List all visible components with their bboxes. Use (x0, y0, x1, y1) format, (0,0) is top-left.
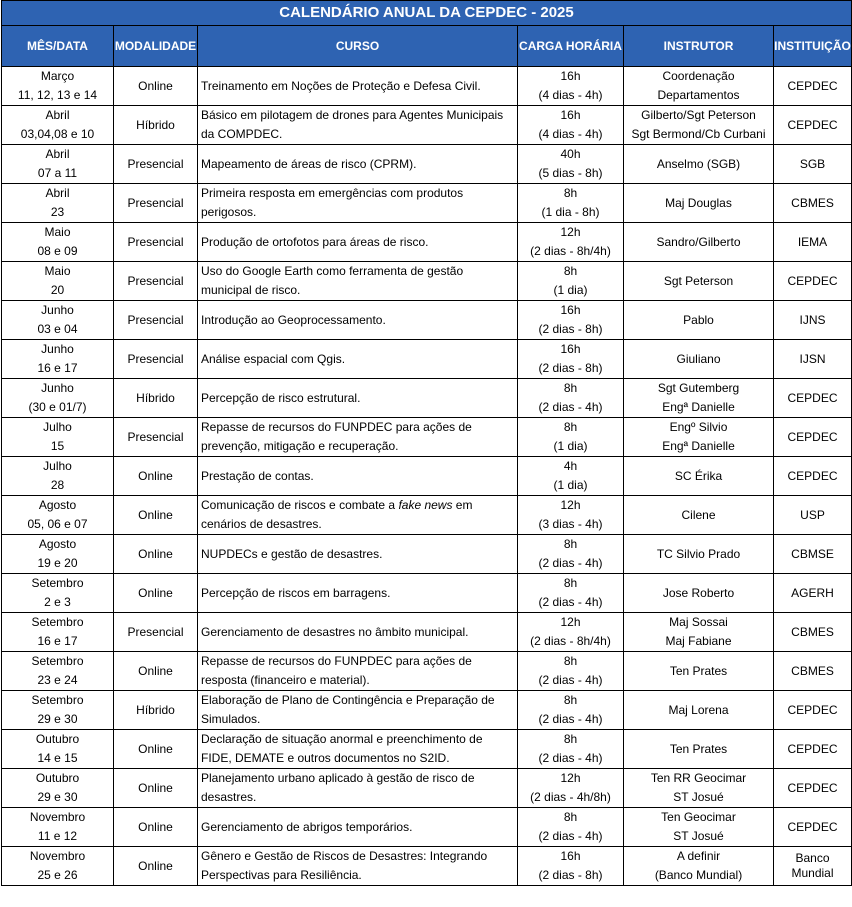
course-text-emphasis: fake news (398, 498, 453, 512)
date-cell: 29 e 30 (2, 710, 114, 730)
institution-cell: CEPDEC (774, 808, 852, 847)
course-cell: Percepção de risco estrutural. (198, 379, 518, 418)
hours-detail-cell: (2 dias - 4h) (518, 749, 624, 769)
course-cell: Repasse de recursos do FUNPDEC para ações de prevenção, mitigação e recuperação. (198, 418, 518, 457)
course-cell: Declaração de situação anormal e preenchimento de FIDE, DEMATE e outros documentos no S2ID. (198, 730, 518, 769)
hours-cell: 4h (518, 457, 624, 477)
instructor-cell: Ten Prates (624, 730, 774, 769)
hours-detail-cell: (5 dias - 8h) (518, 164, 624, 184)
institution-cell: CBMSE (774, 535, 852, 574)
month-cell: Julho (2, 457, 114, 477)
instructor-cell: Maj Fabiane (624, 632, 774, 652)
hours-cell: 16h (518, 847, 624, 867)
institution-cell: CEPDEC (774, 67, 852, 106)
course-cell: Uso do Google Earth como ferramenta de gestão municipal de risco. (198, 262, 518, 301)
hours-cell: 8h (518, 418, 624, 438)
date-cell: 03 e 04 (2, 320, 114, 340)
date-cell: 11, 12, 13 e 14 (2, 86, 114, 106)
month-cell: Junho (2, 379, 114, 399)
table-row (2, 730, 852, 750)
institution-cell: CEPDEC (774, 730, 852, 769)
date-cell: 16 e 17 (2, 632, 114, 652)
header-instrutor: INSTRUTOR (624, 26, 774, 67)
modality-cell: Online (114, 67, 198, 106)
hours-detail-cell: (2 dias - 8h) (518, 320, 624, 340)
course-cell: Produção de ortofotos para áreas de risco. (198, 223, 518, 262)
hours-cell: 8h (518, 730, 624, 750)
table-row (2, 496, 852, 516)
hours-detail-cell: (2 dias - 4h) (518, 554, 624, 574)
instructor-cell: Giuliano (624, 340, 774, 379)
institution-cell: USP (774, 496, 852, 535)
hours-detail-cell: (1 dia - 8h) (518, 203, 624, 223)
institution-cell: CBMES (774, 184, 852, 223)
date-cell: 11 e 12 (2, 827, 114, 847)
instructor-cell: Cilene (624, 496, 774, 535)
table-row (2, 652, 852, 672)
date-cell: 08 e 09 (2, 242, 114, 262)
header-carga-horaria: CARGA HORÁRIA (518, 26, 624, 67)
institution-cell: CBMES (774, 613, 852, 652)
month-cell: Setembro (2, 574, 114, 594)
hours-detail-cell: (1 dia) (518, 281, 624, 301)
date-cell: 14 e 15 (2, 749, 114, 769)
course-cell: Gerenciamento de abrigos temporários. (198, 808, 518, 847)
instructor-cell: Maj Douglas (624, 184, 774, 223)
instructor-cell: Sandro/Gilberto (624, 223, 774, 262)
course-cell: Elaboração de Plano de Contingência e Preparação de Simulados. (198, 691, 518, 730)
month-cell: Outubro (2, 730, 114, 750)
date-cell: 29 e 30 (2, 788, 114, 808)
month-cell: Junho (2, 301, 114, 321)
course-cell: Análise espacial com Qgis. (198, 340, 518, 379)
hours-detail-cell: (2 dias - 4h) (518, 671, 624, 691)
month-cell: Agosto (2, 535, 114, 555)
calendar-body (2, 67, 852, 886)
instructor-cell: Ten Prates (624, 652, 774, 691)
hours-cell: 12h (518, 223, 624, 243)
institution-cell: CBMES (774, 652, 852, 691)
institution-cell: CEPDEC (774, 691, 852, 730)
month-cell: Novembro (2, 847, 114, 867)
instructor-cell: TC Silvio Prado (624, 535, 774, 574)
course-cell: Percepção de riscos em barragens. (198, 574, 518, 613)
course-cell (198, 496, 518, 535)
table-row (2, 223, 852, 243)
course-text: Comunicação de riscos e combate a (201, 498, 399, 512)
institution-cell: IJSN (774, 340, 852, 379)
modality-cell: Presencial (114, 184, 198, 223)
hours-detail-cell: (2 dias - 4h) (518, 827, 624, 847)
hours-detail-cell: (4 dias - 4h) (518, 86, 624, 106)
date-cell: 19 e 20 (2, 554, 114, 574)
table-row (2, 301, 852, 321)
date-cell: (30 e 01/7) (2, 398, 114, 418)
instructor-cell: Sgt Gutemberg (624, 379, 774, 399)
instructor-cell: Maj Sossai (624, 613, 774, 633)
instructor-cell: Gilberto/Sgt Peterson (624, 106, 774, 126)
month-cell: Agosto (2, 496, 114, 516)
month-cell: Abril (2, 145, 114, 165)
modality-cell: Online (114, 808, 198, 847)
hours-cell: 12h (518, 613, 624, 633)
modality-cell: Online (114, 652, 198, 691)
date-cell: 20 (2, 281, 114, 301)
instructor-cell: Coordenação (624, 67, 774, 87)
table-row (2, 145, 852, 165)
header-modalidade: MODALIDADE (114, 26, 198, 67)
hours-detail-cell: (2 dias - 4h/8h) (518, 788, 624, 808)
institution-cell: CEPDEC (774, 457, 852, 496)
course-cell: Prestação de contas. (198, 457, 518, 496)
modality-cell: Híbrido (114, 379, 198, 418)
hours-detail-cell: (1 dia) (518, 476, 624, 496)
instructor-cell: Anselmo (SGB) (624, 145, 774, 184)
table-row (2, 808, 852, 828)
course-cell: Treinamento em Noções de Proteção e Defesa Civil. (198, 67, 518, 106)
modality-cell: Online (114, 535, 198, 574)
modality-cell: Online (114, 574, 198, 613)
table-row (2, 340, 852, 360)
hours-cell: 8h (518, 262, 624, 282)
instructor-cell: ST Josué (624, 788, 774, 808)
month-cell: Junho (2, 340, 114, 360)
hours-cell: 16h (518, 340, 624, 360)
instructor-cell: Engª Danielle (624, 437, 774, 457)
course-cell: Gerenciamento de desastres no âmbito municipal. (198, 613, 518, 652)
month-cell: Abril (2, 106, 114, 126)
institution-line: Mundial (791, 866, 834, 880)
month-cell: Novembro (2, 808, 114, 828)
calendar-table (1, 0, 852, 886)
table-row (2, 184, 852, 204)
institution-cell: IEMA (774, 223, 852, 262)
hours-detail-cell: (2 dias - 8h) (518, 866, 624, 886)
hours-cell: 8h (518, 808, 624, 828)
hours-detail-cell: (2 dias - 8h/4h) (518, 632, 624, 652)
table-row (2, 106, 852, 126)
institution-cell (774, 847, 852, 886)
date-cell: 05, 06 e 07 (2, 515, 114, 535)
instructor-cell: (Banco Mundial) (624, 866, 774, 886)
modality-cell: Online (114, 457, 198, 496)
header-mes-data: MÊS/DATA (2, 26, 114, 67)
course-cell: Introdução ao Geoprocessamento. (198, 301, 518, 340)
table-row (2, 574, 852, 594)
instructor-cell: Maj Lorena (624, 691, 774, 730)
instructor-cell: SC Érika (624, 457, 774, 496)
instructor-cell: Engº Silvio (624, 418, 774, 438)
hours-cell: 8h (518, 691, 624, 711)
modality-cell: Online (114, 769, 198, 808)
header-instituicao: INSTITUIÇÃO (774, 26, 852, 67)
date-cell: 2 e 3 (2, 593, 114, 613)
month-cell: Maio (2, 262, 114, 282)
instructor-cell: Ten Geocimar (624, 808, 774, 828)
modality-cell: Presencial (114, 262, 198, 301)
hours-cell: 8h (518, 652, 624, 672)
modality-cell: Online (114, 730, 198, 769)
month-cell: Setembro (2, 652, 114, 672)
date-cell: 28 (2, 476, 114, 496)
instructor-cell: Sgt Peterson (624, 262, 774, 301)
month-cell: Setembro (2, 691, 114, 711)
date-cell: 03,04,08 e 10 (2, 125, 114, 145)
modality-cell: Híbrido (114, 691, 198, 730)
month-cell: Abril (2, 184, 114, 204)
instructor-cell: Engª Danielle (624, 398, 774, 418)
month-cell: Setembro (2, 613, 114, 633)
hours-detail-cell: (2 dias - 8h/4h) (518, 242, 624, 262)
month-cell: Julho (2, 418, 114, 438)
table-row (2, 418, 852, 438)
date-cell: 23 (2, 203, 114, 223)
date-cell: 16 e 17 (2, 359, 114, 379)
institution-cell: CEPDEC (774, 262, 852, 301)
hours-cell: 40h (518, 145, 624, 165)
month-cell: Março (2, 67, 114, 87)
hours-detail-cell: (2 dias - 4h) (518, 710, 624, 730)
page-title: CALENDÁRIO ANUAL DA CEPDEC - 2025 (2, 1, 852, 26)
month-cell: Maio (2, 223, 114, 243)
table-row (2, 379, 852, 399)
institution-cell: SGB (774, 145, 852, 184)
table-row (2, 457, 852, 477)
table-row (2, 691, 852, 711)
table-row (2, 67, 852, 87)
institution-cell: AGERH (774, 574, 852, 613)
instructor-cell: Ten RR Geocimar (624, 769, 774, 789)
modality-cell: Presencial (114, 301, 198, 340)
course-cell: Mapeamento de áreas de risco (CPRM). (198, 145, 518, 184)
modality-cell: Presencial (114, 340, 198, 379)
hours-cell: 12h (518, 496, 624, 516)
hours-cell: 12h (518, 769, 624, 789)
instructor-cell: Jose Roberto (624, 574, 774, 613)
modality-cell: Online (114, 847, 198, 886)
modality-cell: Presencial (114, 418, 198, 457)
hours-detail-cell: (4 dias - 4h) (518, 125, 624, 145)
hours-cell: 16h (518, 67, 624, 87)
hours-detail-cell: (2 dias - 4h) (518, 593, 624, 613)
institution-cell: IJNS (774, 301, 852, 340)
institution-cell: CEPDEC (774, 418, 852, 457)
instructor-cell: Departamentos (624, 86, 774, 106)
table-row (2, 262, 852, 282)
date-cell: 15 (2, 437, 114, 457)
date-cell: 07 a 11 (2, 164, 114, 184)
modality-cell: Presencial (114, 145, 198, 184)
table-row (2, 847, 852, 867)
month-cell: Outubro (2, 769, 114, 789)
hours-detail-cell: (3 dias - 4h) (518, 515, 624, 535)
header-curso: CURSO (198, 26, 518, 67)
instructor-cell: A definir (624, 847, 774, 867)
modality-cell: Híbrido (114, 106, 198, 145)
table-row (2, 769, 852, 789)
hours-cell: 8h (518, 535, 624, 555)
institution-cell: CEPDEC (774, 106, 852, 145)
table-row (2, 535, 852, 555)
table-row (2, 613, 852, 633)
institution-cell: CEPDEC (774, 769, 852, 808)
course-cell: Básico em pilotagem de drones para Agentes Municipais da COMPDEC. (198, 106, 518, 145)
hours-cell: 16h (518, 301, 624, 321)
hours-detail-cell: (1 dia) (518, 437, 624, 457)
hours-cell: 8h (518, 184, 624, 204)
course-cell: Repasse de recursos do FUNPDEC para ações de resposta (financeiro e material). (198, 652, 518, 691)
instructor-cell: Sgt Bermond/Cb Curbani (624, 125, 774, 145)
course-cell: Gênero e Gestão de Riscos de Desastres: Integrando Perspectivas para Resiliência. (198, 847, 518, 886)
course-cell: Planejamento urbano aplicado à gestão de risco de desastres. (198, 769, 518, 808)
hours-detail-cell: (2 dias - 8h) (518, 359, 624, 379)
course-cell: Primeira resposta em emergências com produtos perigosos. (198, 184, 518, 223)
course-text: em cenários de desastres. (201, 498, 473, 531)
hours-cell: 8h (518, 574, 624, 594)
modality-cell: Presencial (114, 223, 198, 262)
institution-line: Banco (795, 851, 830, 865)
instructor-cell: Pablo (624, 301, 774, 340)
hours-cell: 8h (518, 379, 624, 399)
institution-cell: CEPDEC (774, 379, 852, 418)
modality-cell: Presencial (114, 613, 198, 652)
instructor-cell: ST Josué (624, 827, 774, 847)
date-cell: 23 e 24 (2, 671, 114, 691)
hours-cell: 16h (518, 106, 624, 126)
modality-cell: Online (114, 496, 198, 535)
date-cell: 25 e 26 (2, 866, 114, 886)
course-cell: NUPDECs e gestão de desastres. (198, 535, 518, 574)
hours-detail-cell: (2 dias - 4h) (518, 398, 624, 418)
